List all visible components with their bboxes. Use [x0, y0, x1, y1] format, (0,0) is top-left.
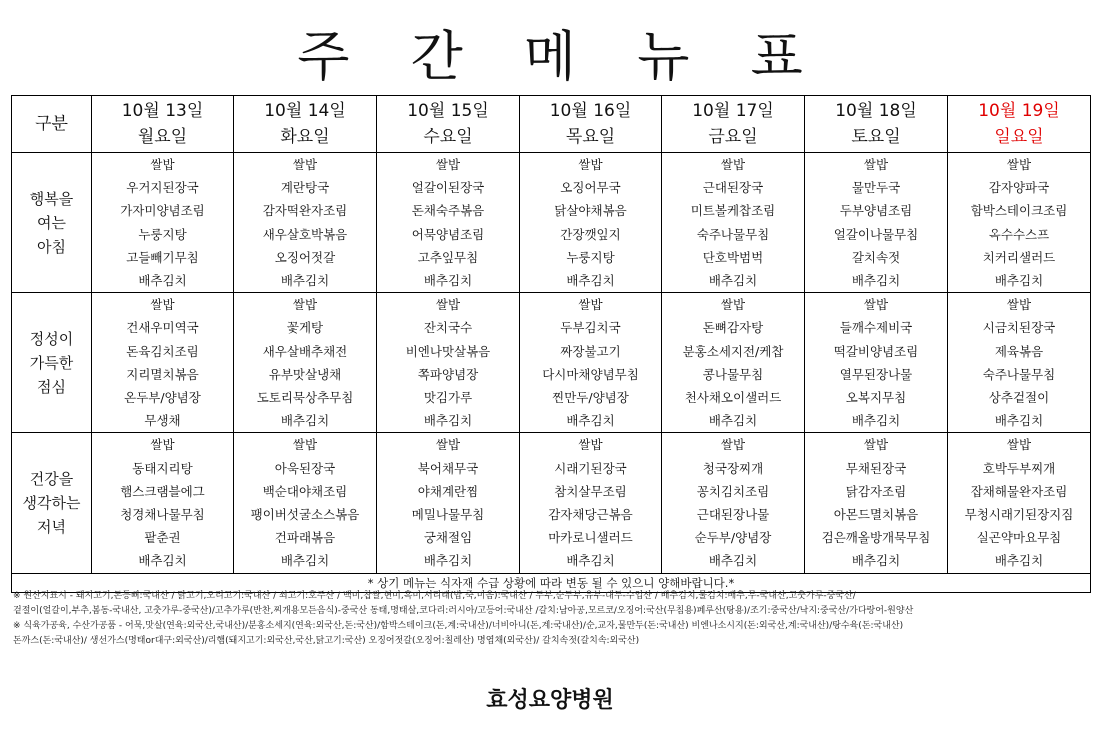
menu-item: 도토리묵상추무침 — [256, 390, 354, 406]
menu-item: 고추잎무침 — [417, 249, 479, 265]
menu-cell — [234, 293, 377, 433]
menu-item: 쌀밥 — [1006, 157, 1032, 172]
menu-item: 백순대야채조림 — [262, 483, 348, 499]
menu-item: 갈치속젓 — [851, 249, 901, 265]
menu-item: 지리멸치볶음 — [126, 366, 199, 382]
menu-item: 건새우미역국 — [126, 320, 199, 336]
menu-item: 새우살호박볶음 — [262, 226, 348, 242]
menu-cell — [805, 293, 948, 433]
menu-item: 온두부/양념장 — [124, 390, 201, 406]
menu-item: 쌀밥 — [578, 157, 603, 172]
menu-item: 배추김치 — [708, 413, 758, 429]
menu-cell — [805, 433, 948, 573]
menu-item: 잔치국수 — [423, 320, 473, 336]
menu-item: 돈육김치조림 — [126, 343, 199, 359]
day-date: 10월 17일 — [692, 101, 774, 121]
notice-text: * 상기 메뉴는 식자재 수급 상황에 따라 변동 될 수 있으니 양해바랍니다.* — [12, 573, 1091, 592]
day-header-3 — [520, 96, 662, 153]
menu-item: 우거지된장국 — [126, 180, 199, 196]
menu-item: 배추김치 — [138, 273, 187, 289]
menu-item: 계란탕국 — [280, 180, 330, 196]
menu-item: 찐만두/양념장 — [552, 390, 629, 406]
menu-item: 두부김치국 — [560, 320, 621, 336]
menu-item: 쌀밥 — [1006, 437, 1032, 453]
menu-item: 옥수수스프 — [988, 226, 1050, 242]
meal-name-line: 가득한 — [29, 353, 74, 372]
menu-item: 닭살야채볶음 — [554, 203, 627, 219]
menu-item: 미트볼케찹조림 — [690, 203, 776, 219]
menu-item: 팽이버섯굴소스볶음 — [250, 507, 360, 523]
meal-name-line: 여는 — [37, 213, 66, 232]
footnote-line: ※ 원산지표시 - 돼지고기,돈등뼈:국내산 / 닭고기,오리고기:국내산 / 쇠고기:호주산 / 백미,찹쌀,현미,흑미,서리태(밥,죽,미음):국내산 / 두부,순두부,유부-대두-수입산 / 배추김치,물김치:배추,무-국내산,고춧가루-중국산/ — [13, 591, 856, 601]
menu-item: 함박스테이크조림 — [970, 203, 1068, 219]
menu-item: 열무된장나물 — [839, 366, 913, 382]
day-weekday: 일요일 — [994, 127, 1044, 147]
origin-footnotes — [13, 589, 1091, 649]
meal-name-line: 행복을 — [29, 189, 74, 208]
day-date: 10월 19일 — [978, 101, 1060, 121]
menu-item: 비엔나맛살볶음 — [405, 343, 491, 359]
meal-name-line: 정성이 — [29, 329, 74, 348]
meal-name-line: 아침 — [37, 237, 66, 256]
menu-cell — [520, 153, 662, 293]
menu-cell — [948, 433, 1091, 573]
day-header-5 — [805, 96, 948, 153]
meal-row — [12, 433, 1091, 573]
menu-item: 치커리샐러드 — [982, 249, 1056, 265]
day-weekday: 화요일 — [280, 127, 330, 147]
menu-item: 다시마채양념무침 — [542, 366, 639, 382]
menu-item: 간장깻잎지 — [560, 226, 621, 242]
menu-item: 쌀밥 — [292, 437, 318, 453]
menu-item: 배추김치 — [708, 553, 758, 569]
meal-row — [12, 153, 1091, 293]
menu-item: 순두부/양념장 — [694, 530, 772, 546]
menu-item: 쌀밥 — [435, 437, 461, 453]
menu-item: 호박두부찌개 — [982, 460, 1056, 476]
menu-item: 콩나물무침 — [702, 366, 764, 382]
menu-item: 청국장찌개 — [702, 460, 764, 476]
menu-item: 배추김치 — [566, 413, 615, 429]
day-weekday: 월요일 — [137, 127, 188, 147]
meal-name-line: 점심 — [37, 377, 66, 396]
menu-item: 감자채당근볶음 — [548, 507, 633, 523]
menu-item: 야채계란찜 — [417, 483, 479, 499]
day-date: 10월 16일 — [549, 101, 632, 121]
meal-name — [12, 153, 92, 293]
day-weekday: 목요일 — [565, 127, 616, 147]
menu-item: 햄스크램블에그 — [120, 483, 205, 499]
menu-cell — [92, 433, 234, 573]
menu-item: 배추김치 — [851, 553, 901, 569]
menu-item: 가자미양념조림 — [120, 203, 205, 219]
day-weekday: 수요일 — [423, 127, 473, 147]
menu-cell — [377, 153, 520, 293]
menu-cell — [234, 433, 377, 573]
menu-item: 무청시래기된장지짐 — [964, 507, 1074, 523]
menu-item: 청경채나물무침 — [120, 507, 205, 523]
menu-item: 새우살배추채전 — [262, 343, 348, 359]
menu-item: 누룽지탕 — [566, 249, 615, 265]
menu-item: 오복지무침 — [845, 390, 907, 406]
day-header-6 — [948, 96, 1091, 153]
day-date: 10월 13일 — [121, 101, 204, 121]
menu-item: 배추김치 — [423, 553, 473, 569]
menu-item: 궁채절임 — [423, 530, 473, 546]
menu-item: 북어채무국 — [417, 460, 479, 476]
menu-item: 시래기된장국 — [554, 460, 627, 476]
menu-item: 팥춘권 — [144, 530, 181, 546]
menu-item: 근대된장국 — [702, 180, 764, 196]
menu-body — [12, 153, 1091, 593]
menu-item: 숙주나물무침 — [982, 366, 1056, 382]
menu-item: 배추김치 — [994, 413, 1044, 429]
menu-cell — [662, 153, 805, 293]
day-weekday: 금요일 — [708, 127, 758, 147]
day-header-0 — [92, 96, 234, 153]
day-date: 10월 15일 — [407, 101, 489, 121]
menu-item: 쌀밥 — [720, 157, 746, 172]
footnote-line: 돈까스(돈:국내산)/ 생선가스(명태or대구:외국산)/리햄(돼지고기:외국산,국산,닭고기:국산) 오징어젓갈(오징어:칠레산) 명엽채(외국산)/ 갈치속젓(갈치속:외국산) — [13, 636, 640, 646]
menu-item: 들깨수제비국 — [839, 320, 913, 336]
menu-item: 무채된장국 — [845, 460, 907, 476]
menu-item: 꽃게탕 — [286, 320, 324, 336]
menu-item: 고들빼기무침 — [126, 249, 199, 265]
menu-item: 쪽파양념장 — [417, 366, 479, 382]
menu-cell — [377, 433, 520, 573]
menu-item: 검은깨올방개묵무침 — [821, 530, 931, 546]
menu-item: 상추겉절이 — [988, 390, 1050, 406]
menu-cell — [377, 293, 520, 433]
hospital-name: 효성요양병원 — [486, 688, 614, 713]
day-header-2 — [377, 96, 520, 153]
menu-item: 쌀밥 — [578, 437, 603, 453]
menu-item: 쌀밥 — [435, 157, 461, 172]
menu-item: 숙주나물무침 — [696, 226, 770, 242]
menu-item: 두부양념조림 — [839, 203, 913, 219]
menu-item: 배추김치 — [851, 273, 901, 289]
menu-item: 물만두국 — [851, 180, 901, 196]
menu-cell — [234, 153, 377, 293]
menu-item: 감자양파국 — [988, 180, 1050, 196]
menu-item: 아욱된장국 — [274, 460, 336, 476]
menu-item: 쌀밥 — [150, 297, 175, 313]
meal-name-line: 생각하는 — [22, 494, 81, 513]
menu-item: 누룽지탕 — [138, 226, 187, 242]
menu-item: 쌀밥 — [150, 157, 175, 172]
menu-item: 잡채해물완자조림 — [970, 483, 1068, 499]
menu-item: 배추김치 — [566, 553, 615, 569]
menu-item: 쌀밥 — [1006, 297, 1032, 313]
footnote-line: ※ 식육가공육, 수산가공품 - 어묵,맛살(연육:외국산,국내산)/분홍소세지(연육:외국산,돈:국산)/함박스테이크(돈,계:국내산)/너비아니(돈,계:국내산)/순,교자,물만두(돈:국내산) 비엔나소시지(돈:외국산,계:국내산)/탕수육(돈:국내산) — [13, 621, 904, 631]
menu-item: 쌀밥 — [863, 157, 889, 172]
menu-item: 짜장불고기 — [560, 343, 621, 359]
menu-item: 천사채오이샐러드 — [684, 390, 782, 406]
menu-item: 쌀밥 — [863, 437, 889, 453]
day-date: 10월 14일 — [264, 101, 346, 121]
menu-item: 쌀밥 — [578, 297, 603, 313]
menu-item: 유부맛살냉채 — [268, 366, 342, 382]
menu-cell — [662, 293, 805, 433]
menu-cell — [805, 153, 948, 293]
menu-item: 분홍소세지전/케찹 — [682, 343, 784, 359]
menu-item: 아몬드멸치볶음 — [833, 507, 919, 523]
menu-item: 배추김치 — [423, 273, 473, 289]
menu-item: 건파래볶음 — [274, 530, 336, 546]
menu-item: 쌀밥 — [435, 297, 461, 313]
menu-item: 마카로니샐러드 — [548, 530, 633, 546]
menu-item: 쌀밥 — [292, 157, 318, 172]
menu-item: 무생채 — [144, 413, 181, 429]
menu-item: 배추김치 — [851, 413, 901, 429]
menu-item: 배추김치 — [138, 553, 187, 569]
menu-item: 쌀밥 — [863, 297, 889, 313]
menu-item: 떡갈비양념조림 — [833, 343, 919, 359]
day-header-1 — [234, 96, 377, 153]
menu-item: 쌀밥 — [292, 297, 318, 313]
menu-item: 오징어젓갈 — [274, 249, 336, 265]
page-title: 주 간 메 뉴 표 — [297, 25, 825, 88]
menu-item: 배추김치 — [708, 273, 758, 289]
category-header: 구분 — [12, 96, 92, 153]
menu-item: 실곤약마요무침 — [976, 530, 1062, 546]
menu-item: 근대된장나물 — [696, 507, 770, 523]
meal-name-line: 건강을 — [29, 470, 74, 489]
menu-item: 쌀밥 — [150, 437, 175, 453]
menu-item: 오징어무국 — [560, 180, 621, 196]
menu-item: 돈뼈감자탕 — [702, 320, 764, 336]
menu-item: 배추김치 — [994, 553, 1044, 569]
menu-cell — [948, 293, 1091, 433]
day-header-4 — [662, 96, 805, 153]
menu-item: 메밀나물무침 — [411, 507, 485, 523]
meal-name — [12, 293, 92, 433]
menu-cell — [948, 153, 1091, 293]
menu-cell — [662, 433, 805, 573]
menu-item: 제육볶음 — [994, 343, 1044, 359]
menu-item: 배추김치 — [566, 273, 615, 289]
menu-cell — [92, 293, 234, 433]
menu-item: 배추김치 — [280, 553, 330, 569]
menu-cell — [520, 433, 662, 573]
meal-name — [12, 433, 92, 573]
menu-item: 배추김치 — [423, 413, 473, 429]
menu-item: 시금치된장국 — [982, 320, 1056, 336]
menu-cell — [92, 153, 234, 293]
menu-item: 꽁치김치조림 — [696, 483, 770, 499]
menu-item: 감자떡완자조림 — [262, 203, 348, 219]
menu-item: 쌀밥 — [720, 297, 746, 313]
menu-item: 어묵양념조림 — [411, 226, 485, 242]
menu-item: 닭감자조림 — [845, 483, 907, 499]
day-date: 10월 18일 — [835, 101, 917, 121]
menu-cell — [520, 293, 662, 433]
menu-item: 배추김치 — [280, 413, 330, 429]
menu-item: 참치살무조림 — [554, 483, 627, 499]
menu-item: 맛김가루 — [423, 390, 473, 406]
menu-item: 쌀밥 — [720, 437, 746, 453]
header-row — [12, 96, 1091, 153]
menu-item: 얼갈이된장국 — [411, 180, 485, 196]
menu-item: 단호박범벅 — [702, 249, 764, 265]
meal-name-line: 저녁 — [37, 518, 66, 537]
weekly-menu-table — [11, 95, 1091, 593]
menu-item: 동태지리탕 — [132, 460, 193, 476]
menu-item: 배추김치 — [280, 273, 330, 289]
menu-item: 돈채숙주볶음 — [411, 203, 485, 219]
meal-row — [12, 293, 1091, 433]
menu-item: 얼갈이나물무침 — [833, 226, 919, 242]
menu-item: 배추김치 — [994, 273, 1044, 289]
day-weekday: 토요일 — [851, 127, 901, 147]
footnote-line: 겉절이(얼갈이,부추,봄동-국내산, 고춧가루-중국산)/고추가루(반찬,찌개용모든음식)-중국산 동태,명태살,코다리:러시아/고등어:국내산 /갈치:남아공,모르코/오징어:국산(무침용)페루산(탕용)/조기:중국산/낙지:중국산/가다랑어-원양산 — [13, 606, 914, 616]
